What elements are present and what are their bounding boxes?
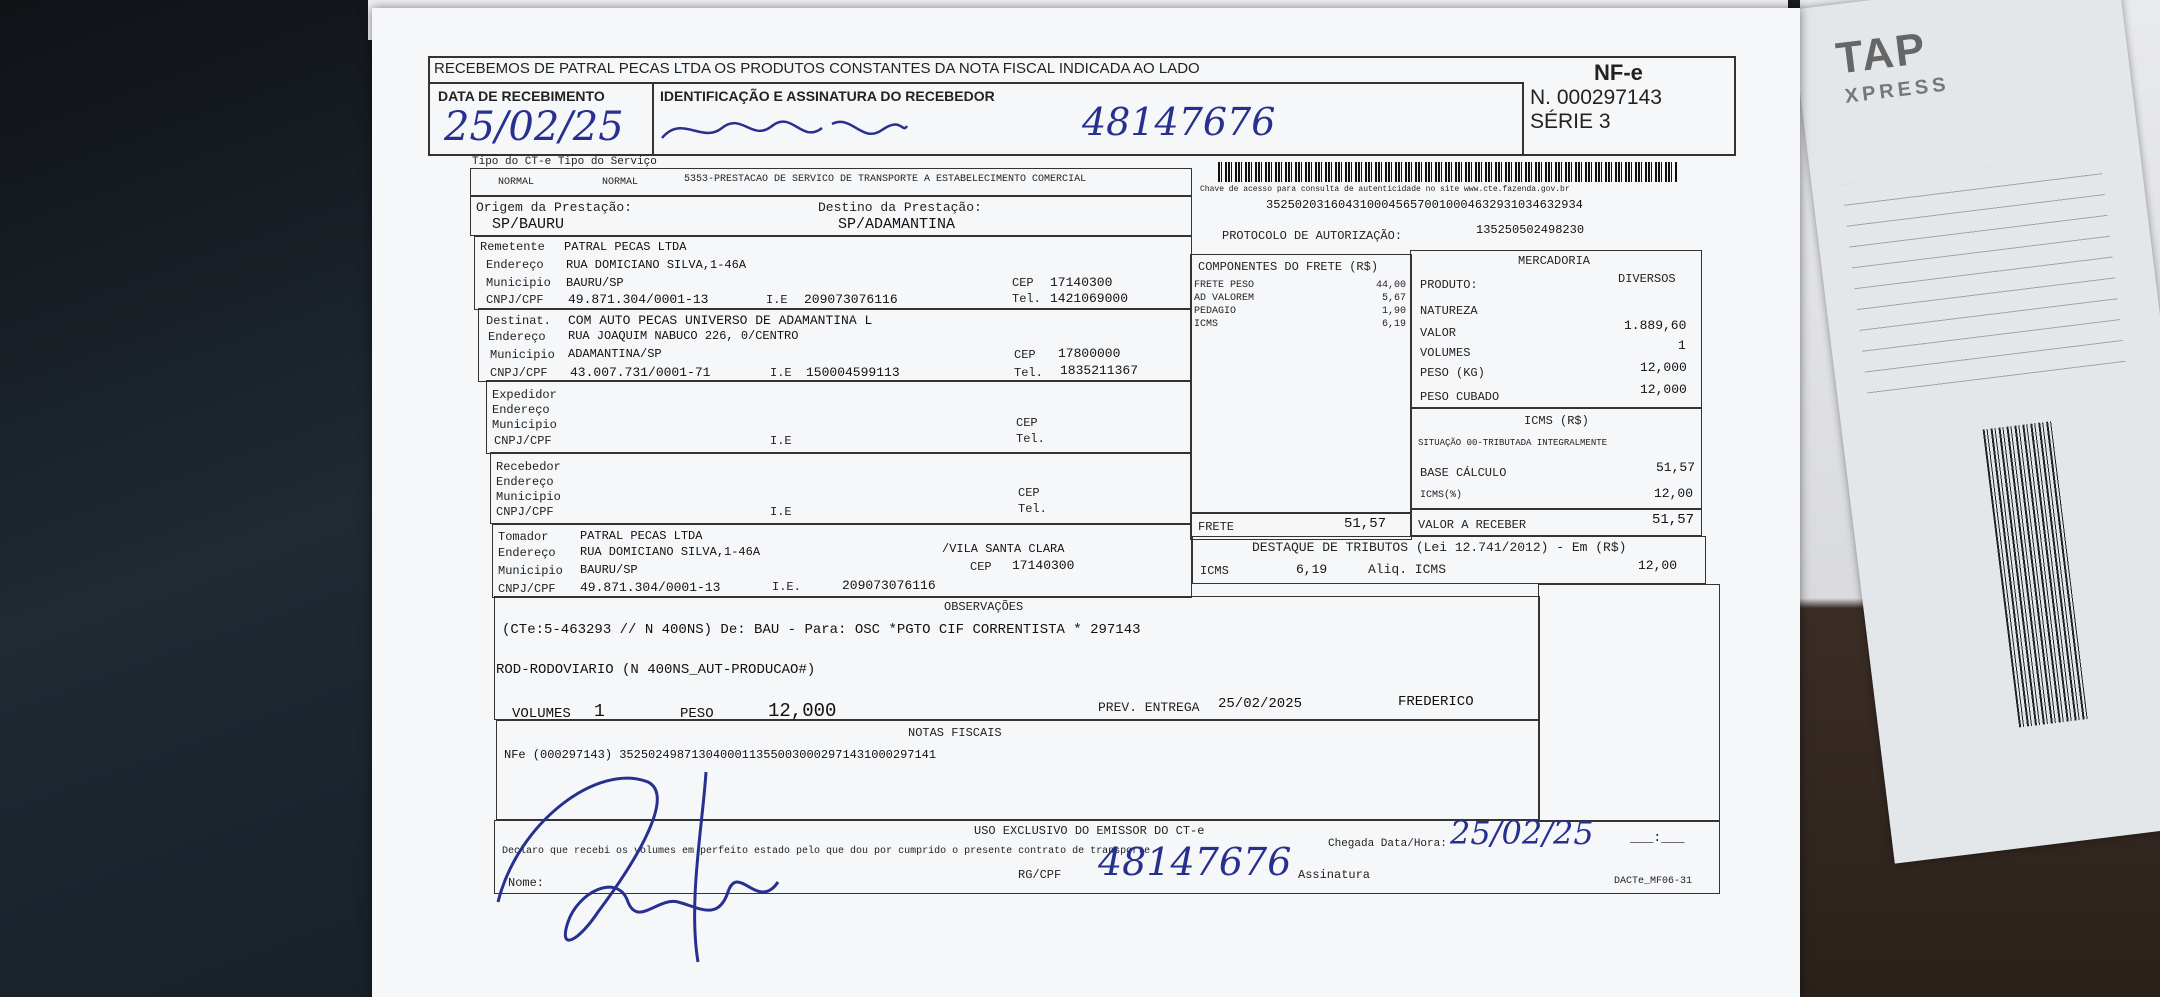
valor-label: VALOR [1420, 326, 1457, 340]
obs-volumes-value: 1 [594, 702, 605, 722]
obs-peso-value: 12,000 [768, 700, 837, 722]
observacoes-line1: (CTe:5-463293 // N 400NS) De: BAU - Para: OSC *PGTO CIF CORRENTISTA * 297143 [502, 622, 1141, 638]
valor-value: 1.889,60 [1624, 318, 1687, 333]
chegada-label: Chegada Data/Hora: [1328, 838, 1447, 850]
destinatario-nome: COM AUTO PECAS UNIVERSO DE ADAMANTINA L [568, 313, 873, 328]
customer-signature [478, 752, 808, 972]
remetente-cep-label: CEP [1012, 276, 1034, 290]
peso-value: 12,000 [1640, 360, 1687, 375]
componente-row [1194, 306, 1406, 319]
expedidor-tel-label: Tel. [1016, 432, 1045, 446]
destinatario-cep: 17800000 [1058, 346, 1121, 361]
mercadoria-title: MERCADORIA [1518, 254, 1591, 268]
tomador-cnpj: 49.871.304/0001-13 [580, 580, 721, 595]
tipo-cte-label: Tipo do CT-e Tipo do Serviço [472, 156, 657, 168]
tributos-title: DESTAQUE DE TRIBUTOS (Lei 12.741/2012) - Em (R$) [1252, 540, 1627, 555]
recebedor-mun-label: Municipio [496, 490, 561, 504]
destinatario-tel-label: Tel. [1014, 366, 1043, 380]
destinatario-cep-label: CEP [1014, 348, 1036, 362]
destinatario-cnpj: 43.007.731/0001-71 [570, 365, 711, 380]
handwritten-date: 25/02/25 [444, 104, 624, 150]
side-doc-barcode [1983, 421, 2089, 727]
origem-value: SP/BAURU [492, 216, 565, 233]
side-doc-logo: TAP [1833, 23, 1930, 84]
volumes-label: VOLUMES [1420, 346, 1471, 360]
destinatario-end-label: Endereço [488, 330, 546, 344]
prev-entrega-label: PREV. ENTREGA [1098, 700, 1200, 715]
observacoes-title: OBSERVAÇÕES [944, 600, 1024, 614]
icms-title: ICMS (R$) [1524, 414, 1589, 428]
tomador-ie: 209073076116 [842, 578, 936, 593]
icms-aliq-label: ICMS(%) [1420, 490, 1463, 501]
tomador-nome: PATRAL PECAS LTDA [580, 529, 703, 543]
blank-side-box [1538, 584, 1720, 822]
receipt-stub [428, 56, 1736, 156]
tomador-ie-label: I.E. [772, 580, 801, 594]
remetente-tel: 1421069000 [1050, 291, 1129, 306]
expedidor-cep-label: CEP [1016, 416, 1038, 430]
receiver-id-label: IDENTIFICAÇÃO E ASSINATURA DO RECEBEDOR [660, 88, 995, 104]
receipt-header: RECEBEMOS DE PATRAL PECAS LTDA OS PRODUTOS CONSTANTES DA NOTA FISCAL INDICADA AO LADO [434, 60, 1200, 77]
handwritten-chegada-date: 25/02/25 [1450, 814, 1594, 852]
icms-base-label: BASE CÁLCULO [1420, 466, 1507, 480]
protocolo-label: PROTOCOLO DE AUTORIZAÇÃO: [1222, 229, 1403, 243]
destinatario-tel: 1835211367 [1060, 363, 1139, 378]
tomador-municipio: BAURU/SP [580, 563, 638, 577]
prev-entrega-value: 25/02/2025 [1218, 696, 1303, 712]
componente-label: PEDAGIO [1194, 306, 1237, 317]
destinatario-mun-label: Municipio [490, 348, 555, 362]
nfe-serie: SÉRIE 3 [1530, 110, 1611, 133]
produto-label: PRODUTO: [1420, 278, 1478, 292]
componente-value: 1,90 [1381, 306, 1406, 317]
recebedor-tel-label: Tel. [1018, 502, 1047, 516]
componente-label: ICMS [1194, 319, 1219, 330]
componente-row [1194, 280, 1406, 293]
tomador-endereco: RUA DOMICIANO SILVA,1-46A [580, 545, 761, 559]
componente-value: 5,67 [1381, 293, 1406, 304]
date-received-label: DATA DE RECEBIMENTO [438, 88, 605, 104]
frete-label: FRETE [1198, 520, 1235, 534]
protocolo-value: 135250502498230 [1476, 223, 1585, 237]
handwritten-rg: 48147676 [1098, 840, 1292, 884]
remetente-label: Remetente [480, 240, 545, 254]
cfop-value: 5353-PRESTACAO DE SERVICO DE TRANSPORTE A ESTABELECIMENTO COMERCIAL [684, 174, 1087, 185]
recebedor-end-label: Endereço [496, 475, 554, 489]
valor-receber-label: VALOR A RECEBER [1418, 518, 1527, 532]
receiver-id-box [652, 82, 1524, 154]
destino-label: Destino da Prestação: [818, 200, 982, 215]
expedidor-mun-label: Municipio [492, 418, 557, 432]
tributos-aliq-value: 12,00 [1638, 558, 1678, 573]
recebedor-box [490, 452, 1192, 524]
cubado-value: 12,000 [1640, 382, 1687, 397]
tomador-bairro: /VILA SANTA CLARA [942, 542, 1065, 556]
tomador-mun-label: Municipio [498, 564, 563, 578]
dacte-code: DACTe_MF06-31 [1614, 876, 1693, 887]
expedidor-end-label: Endereço [492, 403, 550, 417]
remetente-mun-label: Municipio [486, 276, 551, 290]
chave-value: 35250203160431000456570010004632931034632934 [1266, 198, 1583, 212]
nome-label: Nome: [508, 876, 545, 890]
componente-label: FRETE PESO [1194, 280, 1255, 291]
expedidor-cnpj-label: CNPJ/CPF [494, 434, 552, 448]
componente-label: AD VALOREM [1194, 293, 1255, 304]
icms-base-value: 51,57 [1656, 460, 1696, 475]
tributos-icms-label: ICMS [1200, 564, 1229, 578]
remetente-cnpj-label: CNPJ/CPF [486, 293, 544, 307]
destinatario-ie: 150004599113 [806, 365, 900, 380]
remetente-cep: 17140300 [1050, 275, 1113, 290]
volumes-value: 1 [1678, 338, 1686, 353]
expedidor-box [486, 380, 1192, 454]
nfe-box [1530, 60, 1730, 134]
componentes-title: COMPONENTES DO FRETE (R$) [1198, 260, 1379, 274]
peso-label: PESO (KG) [1420, 366, 1485, 380]
observacoes-box [494, 596, 1540, 720]
receiver-signature [652, 104, 912, 152]
obs-peso-label: PESO [680, 706, 714, 722]
componente-value: 6,19 [1381, 319, 1406, 330]
frete-value: 51,57 [1344, 516, 1387, 532]
tributos-icms-value: 6,19 [1296, 562, 1328, 577]
destino-value: SP/ADAMANTINA [838, 216, 956, 233]
componentes-list [1194, 280, 1406, 332]
remetente-endereco: RUA DOMICIANO SILVA,1-46A [566, 258, 747, 272]
rg-label: RG/CPF [1018, 868, 1062, 882]
remetente-cnpj: 49.871.304/0001-13 [568, 292, 709, 307]
tipo-servico-value: NORMAL [602, 177, 639, 188]
side-doc-logo-sub: XPRESS [1843, 73, 1951, 108]
footer-declaro: Declaro que recebi os volumes em perfeito estado pelo que dou por cumprido o presente contrato de transporte. [502, 846, 1157, 857]
destinatario-endereco: RUA JOAQUIM NABUCO 226, 0/CENTRO [568, 329, 799, 343]
destinatario-ie-label: I.E [770, 366, 792, 380]
tomador-label: Tomador [498, 530, 549, 544]
tomador-cnpj-label: CNPJ/CPF [498, 582, 556, 596]
chave-label: Chave de acesso para consulta de autenticidade no site www.cte.fazenda.gov.br [1200, 185, 1570, 194]
componente-value: 44,00 [1375, 280, 1406, 291]
nfe-number: N. 000297143 [1530, 86, 1662, 109]
notas-line: NFe (000297143) 35250249871304000113550030002971431000297141 [504, 748, 937, 762]
remetente-municipio: BAURU/SP [566, 276, 624, 290]
tipo-cte-value: NORMAL [498, 177, 535, 188]
nfe-title: NF-e [1594, 60, 1643, 85]
componente-row [1194, 293, 1406, 306]
destinatario-municipio: ADAMANTINA/SP [568, 347, 662, 361]
cubado-label: PESO CUBADO [1420, 390, 1500, 404]
remetente-nome: PATRAL PECAS LTDA [564, 240, 687, 254]
chegada-time: ___:___ [1630, 830, 1685, 845]
notas-title: NOTAS FISCAIS [908, 726, 1002, 740]
access-key-barcode [1218, 162, 1678, 182]
remetente-ie: 209073076116 [804, 292, 898, 307]
produto-value: DIVERSOS [1618, 272, 1676, 286]
footer-title: USO EXCLUSIVO DO EMISSOR DO CT-e [974, 824, 1205, 838]
recebedor-cnpj-label: CNPJ/CPF [496, 505, 554, 519]
origem-label: Origem da Prestação: [476, 200, 633, 215]
date-received-box [430, 82, 654, 154]
componente-row [1194, 319, 1406, 332]
remetente-tel-label: Tel. [1012, 292, 1041, 306]
tributos-aliq-label: Aliq. ICMS [1368, 562, 1447, 577]
obs-volumes-label: VOLUMES [512, 706, 571, 722]
destinatario-cnpj-label: CNPJ/CPF [490, 366, 548, 380]
icms-situacao: SITUAÇÃO 00-TRIBUTADA INTEGRALMENTE [1418, 438, 1608, 448]
natureza-label: NATUREZA [1420, 304, 1478, 318]
valor-receber-value: 51,57 [1652, 512, 1695, 528]
handwritten-id-number: 48147676 [1082, 100, 1276, 144]
observacoes-line2: ROD-RODOVIARIO (N 400NS_AUT-PRODUCAO#) [496, 662, 816, 678]
motorista-name: FREDERICO [1398, 694, 1474, 710]
icms-aliq-value: 12,00 [1654, 486, 1694, 501]
remetente-ie-label: I.E [766, 293, 788, 307]
side-doc-lines [1842, 153, 2127, 403]
tomador-end-label: Endereço [498, 546, 556, 560]
assinatura-label: Assinatura [1298, 868, 1371, 882]
remetente-end-label: Endereço [486, 258, 544, 272]
recebedor-label: Recebedor [496, 460, 561, 474]
tomador-cep-label: CEP [970, 560, 992, 574]
destinatario-label: Destinat. [486, 314, 551, 328]
background-left [0, 0, 430, 997]
recebedor-ie-label: I.E [770, 505, 792, 519]
expedidor-label: Expedidor [492, 388, 557, 402]
recebedor-cep-label: CEP [1018, 486, 1040, 500]
tomador-cep: 17140300 [1012, 558, 1075, 573]
expedidor-ie-label: I.E [770, 434, 792, 448]
